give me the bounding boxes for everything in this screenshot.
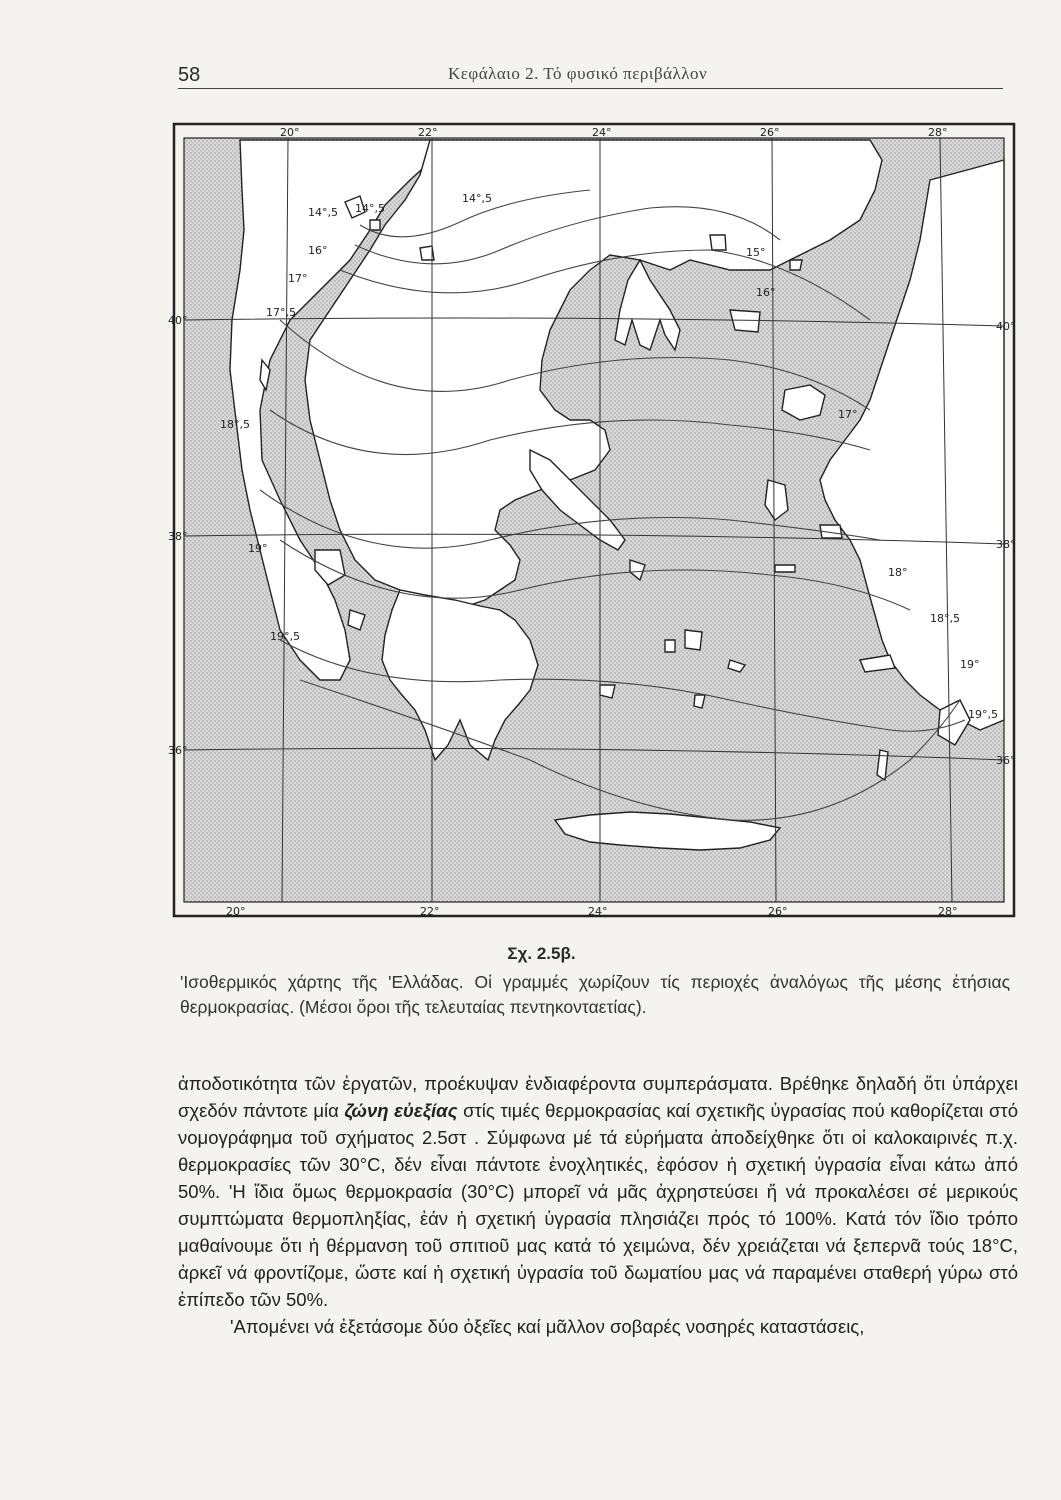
lon-bottom-22: 22° (420, 905, 440, 918)
isotherm-label: 15° (746, 246, 766, 259)
land-thasos (710, 235, 726, 250)
isotherm-label: 18° (888, 566, 908, 579)
lat-left-36: 36° (168, 744, 188, 757)
paragraph-1-rest: στίς τιμές θερμοκρασίας καί σχετικῆς ὑγρασίας πού καθορίζεται στό νομογράφημα τοῦ σχήματος 2.5στ . Σύμφωνα μέ τά εὑρήματα ἀποδείχθηκε ὅτι οἱ καλοκαιρινές π.χ. θερμοκρασίες τῶν 30°C, δέν εἶναι πάντοτε ἐνοχλητικές, ἐφόσον ἡ σχετική ὑγρασία εἶναι κάτω ἀπό 50%. 'Η ἴδια ὅμως θερμοκρασία (30°C) μπορεῖ νά μᾶς ἀχρηστεύσει ἤ νά προκαλέσει σέ μερικούς συμπτώματα θερμοπληξίας, ἐάν ἡ σχετική ὑγρασία πλησιάζει πρός τό 100%. Κατά τόν ἴδιο τρόπο μαθαίνουμε ὅτι ἡ θέρμανση τοῦ σπιτιοῦ μας κατά τό χειμώνα, δέν χρειάζεται νά ξεπερνᾶ τούς 18°C, ἀρκεῖ νά φροντίζομε, ὥστε καί ἡ σχετική ὑγρασία τοῦ δωματίου μας νά παραμένει σταθερή γύρω στό ἐπίπεδο τῶν 50%. (178, 1100, 1018, 1310)
land-milos (600, 685, 615, 698)
isotherm-label: 17° (838, 408, 858, 421)
land-naxos (685, 630, 702, 650)
isotherm-label: 17° (288, 272, 308, 285)
land-ikaria (775, 565, 795, 572)
isotherm-label: 14°,5 (308, 206, 338, 219)
lon-top-28: 28° (928, 126, 948, 139)
isotherm-label: 19° (248, 542, 268, 555)
isotherm-label: 16° (756, 286, 776, 299)
lon-bottom-20: 20° (226, 905, 246, 918)
map-svg (170, 120, 1018, 920)
isotherm-label: 14°,5 (462, 192, 492, 205)
isotherm-label: 19°,5 (270, 630, 300, 643)
isotherm-label: 16° (308, 244, 328, 257)
body-text (178, 1070, 1018, 1340)
emphasis-wellbeing-zone: ζώνη εὐεξίας (344, 1100, 458, 1121)
land-islet-2 (370, 220, 380, 230)
isotherm-label: 19°,5 (968, 708, 998, 721)
lon-top-20: 20° (280, 126, 300, 139)
land-limnos (730, 310, 760, 332)
isotherm-label: 19° (960, 658, 980, 671)
isotherm-label: 18°,5 (930, 612, 960, 625)
paragraph-1 (178, 1070, 1018, 1313)
isotherm-label: 18°,5 (220, 418, 250, 431)
land-samothrace (790, 260, 802, 270)
isotherm-label: 17°,5 (266, 306, 296, 319)
paragraph-1-start: ἀποδοτικότητα τῶν ἐργατῶν, προέκυψαν ἐνδιαφέροντα συμπεράσματα. Βρέθηκε δηλαδή ὅτι ὑπάρχει σχεδόν πάντοτε μία (178, 1073, 1018, 1121)
isotherm-label: 14°,5 (355, 202, 385, 215)
paragraph-2: 'Απομένει νά ἐξετάσομε δύο ὀξεῖες καί μᾶλλον σοβαρές νοσηρές καταστάσεις, (230, 1316, 865, 1337)
lat-left-40: 40° (168, 314, 188, 327)
lat-right-38: 38° (996, 538, 1016, 551)
figure-caption-text: 'Ισοθερμικός χάρτης τῆς 'Ελλάδας. Οἱ γραμμές χωρίζουν τίς περιοχές ἀναλόγως τῆς μέσης ἐτήσιας θερμοκρασίας. (Μέσοι ὅροι τῆς τελευταίας πεντηκονταετίας). (180, 972, 1010, 1017)
page-number: 58 (178, 64, 201, 86)
lon-bottom-26: 26° (768, 905, 788, 918)
lat-right-40: 40° (996, 320, 1016, 333)
figure-caption-title: Σχ. 2.5β. (507, 944, 576, 963)
lon-top-24: 24° (592, 126, 612, 139)
isothermal-map (170, 120, 1018, 920)
page-header (178, 62, 1003, 89)
lat-right-36: 36° (996, 754, 1016, 767)
lat-left-38: 38° (168, 530, 188, 543)
land-paros (665, 640, 675, 652)
lon-top-26: 26° (760, 126, 780, 139)
lon-top-22: 22° (418, 126, 438, 139)
lon-bottom-24: 24° (588, 905, 608, 918)
running-title: Κεφάλαιο 2. Τό φυσικό περιβάλλον (448, 64, 708, 83)
lon-bottom-28: 28° (938, 905, 958, 918)
